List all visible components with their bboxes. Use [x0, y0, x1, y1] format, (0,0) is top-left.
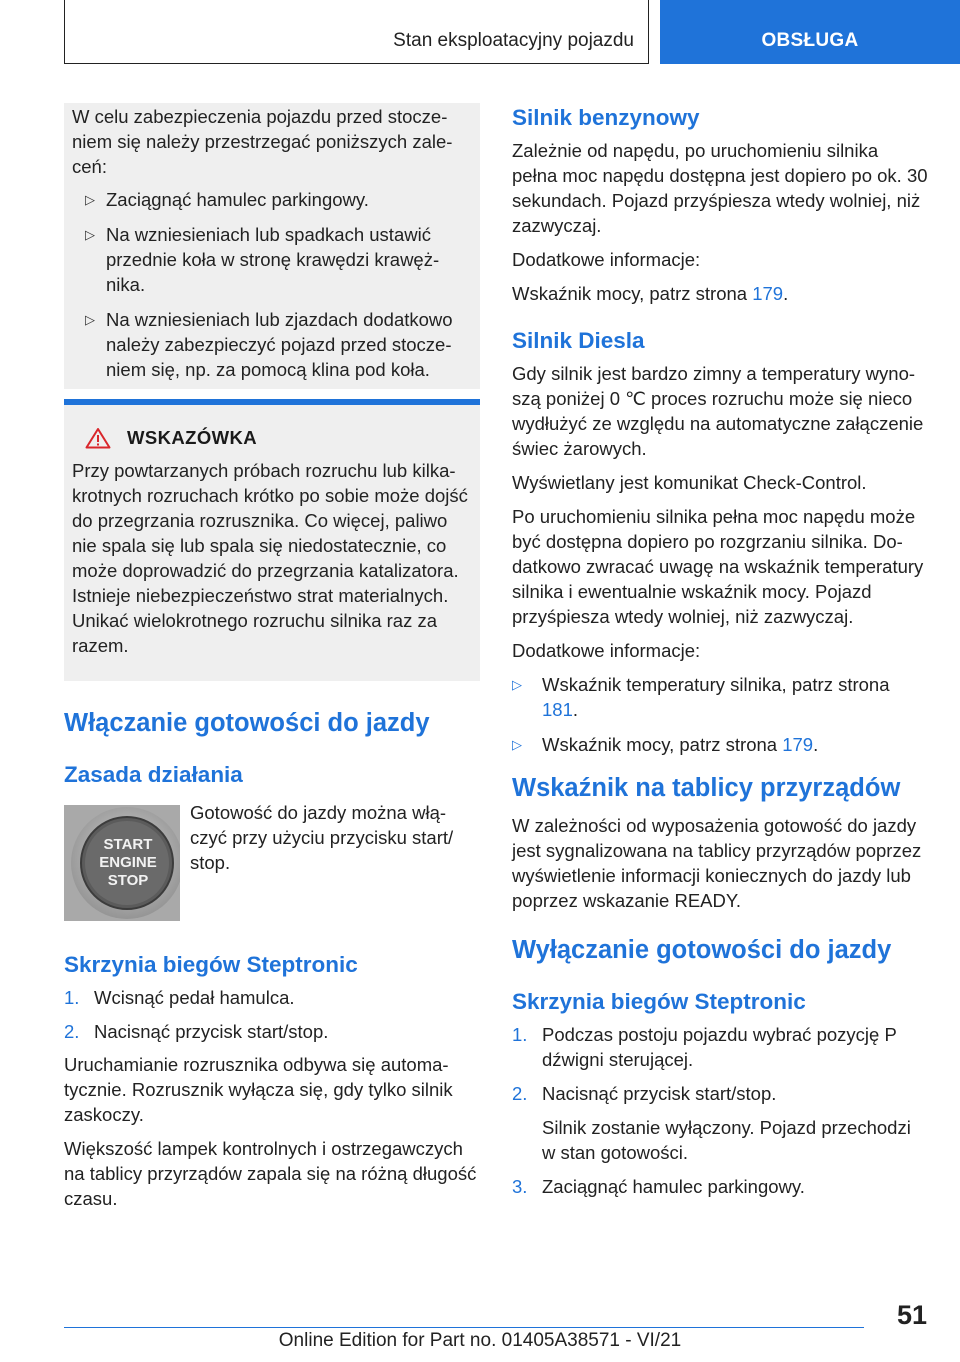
section-title: Stan eksploatacyjny pojazdu: [393, 30, 634, 51]
header-frame: [64, 0, 649, 64]
list-item: ▷ Zaciągnąć hamulec parkingowy.: [85, 189, 369, 210]
steptronic-section: [64, 951, 480, 1211]
chapter-tab-label: OBSŁUGA: [761, 30, 859, 51]
start-steps: [64, 985, 480, 1044]
principle-text: Gotowość do jazdy można włączyć przy użyciu przycisku start/ stop.: [190, 802, 454, 873]
triangle-bullet-icon: ▷: [512, 737, 522, 752]
button-label: START ENGINE STOP: [99, 836, 157, 889]
rollaway-intro: W celu zabezpieczenia pojazdu przed stoczeniem się należy przestrzegać poniższych zaleceń:: [72, 106, 453, 177]
extra-info-label-2: Dodatkowe informacje:: [512, 640, 701, 661]
warning-title: WSKAZÓWKA: [127, 427, 257, 448]
triangle-bullet-icon: ▷: [85, 312, 95, 327]
list-item: ▷ Wskaźnik mocy, patrz strona 179.: [512, 734, 819, 755]
heading-diesel: Silnik Diesla: [512, 328, 645, 353]
indicator-text: W zależności od wyposażenia gotowość do jazdy jest sygnalizowana na tablicy przyrządów poprzez wyświetlenie informacji koniecznych do jazdy lub poprzez wskazanie READY.: [512, 815, 922, 911]
heading-petrol: Silnik benzynowy: [512, 105, 700, 130]
list-item: 2. Nacisnąć przycisk start/stop. Silnik zostanie wyłączony. Pojazd przechodzi w stan gotowości.: [512, 1081, 928, 1165]
start-stop-button-image: [64, 805, 180, 921]
page-link[interactable]: 179: [782, 734, 814, 755]
check-control-text: Wyświetlany jest komunikat Check-Control.: [512, 472, 867, 493]
heading-principle: Zasada działania: [64, 762, 243, 787]
warning-triangle-icon: [85, 427, 111, 449]
list-item: 2. Nacisnąć przycisk start/stop.: [64, 1021, 329, 1042]
power-reference: Wskaźnik mocy, patrz strona 179.: [512, 283, 789, 304]
diesel-refs: [512, 672, 928, 757]
start-section: [64, 708, 480, 789]
list-item: ▷ Wskaźnik temperatury silnika, patrz strona 181.: [512, 674, 890, 720]
warning-heading: [72, 427, 472, 449]
heading-switch-on: Włączanie gotowości do jazdy: [64, 709, 430, 737]
footer-divider: [64, 1327, 864, 1328]
heading-indicator: Wskaźnik na tablicy przyrządów: [512, 774, 901, 802]
page-link[interactable]: 181: [542, 699, 573, 720]
list-item: 3. Zaciągnąć hamulec parkingowy.: [512, 1176, 805, 1197]
auto-start-text: Uruchamianie rozrusznika odbywa się automatycznie. Rozrusznik wyłącza się, gdy tylko silnik zaskoczy.: [64, 1054, 453, 1125]
heading-steptronic: Skrzynia biegów Steptronic: [64, 952, 358, 977]
page-link[interactable]: 179: [752, 283, 784, 304]
triangle-bullet-icon: ▷: [85, 227, 95, 242]
heading-steptronic-2: Skrzynia biegów Steptronic: [512, 989, 806, 1014]
list-item: ▷ Na wzniesieniach lub spadkach ustawić przednie koła w stronę krawędzi krawężnika.: [85, 224, 440, 295]
warning-box: [64, 399, 480, 681]
petrol-text: Zależnie od napędu, po uruchomieniu silnika pełna moc napędu dostępna jest dopiero po ok. 30 sekundach. Pojazd przyśpiesza wtedy wolniej, niż zazwyczaj.: [512, 140, 928, 236]
extra-info-label: Dodatkowe informacje:: [512, 249, 701, 270]
list-item: 1. Wcisnąć pedał hamulca.: [64, 987, 295, 1008]
chapter-tab[interactable]: [660, 0, 960, 64]
rollaway-note-box: [64, 103, 480, 389]
triangle-bullet-icon: ▷: [85, 192, 95, 207]
lamps-text: Większość lampek kontrolnych i ostrzegawczych na tablicy przyrządów zapala się na różną długość czasu.: [64, 1138, 477, 1209]
step-2-note: Silnik zostanie wyłączony. Pojazd przechodzi w stan gotowości.: [542, 1117, 911, 1163]
footer-edition: Online Edition for Part no. 01405A38571 - VI/21: [278, 1330, 682, 1351]
diesel-text: Gdy silnik jest bardzo zimny a temperatury wynoszą poniżej 0 ℃ proces rozruchu może się nieco wydłużyć ze względu na automatyczne załączenie świec żarowych.: [512, 363, 924, 459]
rollaway-list: [72, 187, 472, 382]
page-number: 51: [896, 1300, 927, 1330]
list-item: ▷ Na wzniesieniach lub zjazdach dodatkowo należy zabezpieczyć pojazd przed stoczeniem się, np. za pomocą klina pod koła.: [85, 309, 453, 380]
triangle-bullet-icon: ▷: [512, 677, 522, 692]
diesel-text-2: Po uruchomieniu silnika pełna moc napędu może być dostępna dopiero po rozgrzaniu silnika. Dodatkowo zwracać uwagę na wskaźnik temperatury silnika i ewentualnie wskaźnik mocy. Pojazd przyśpiesza wtedy wolniej, niż zazwyczaj.: [512, 506, 924, 627]
warning-text: Przy powtarzanych próbach rozruchu lub kilkakrotnych rozruchach krótko po sobie może dojść do przegrzania rozrusznika. Co więcej, paliwo nie spala się lub spala się niedostatecznie, co może doprowadzić do przegrzania katalizatora. Istnieje niebezpieczeństwo strat materialnych. Unikać wielokrotnego rozruchu silnika raz za razem.: [72, 460, 468, 656]
heading-switch-off: Wyłączanie gotowości do jazdy: [512, 936, 892, 964]
right-column: [512, 104, 928, 1208]
list-item: 1. Podczas postoju pojazdu wybrać pozycję P dźwigni sterującej.: [512, 1024, 897, 1070]
stop-steps: [512, 1022, 928, 1199]
